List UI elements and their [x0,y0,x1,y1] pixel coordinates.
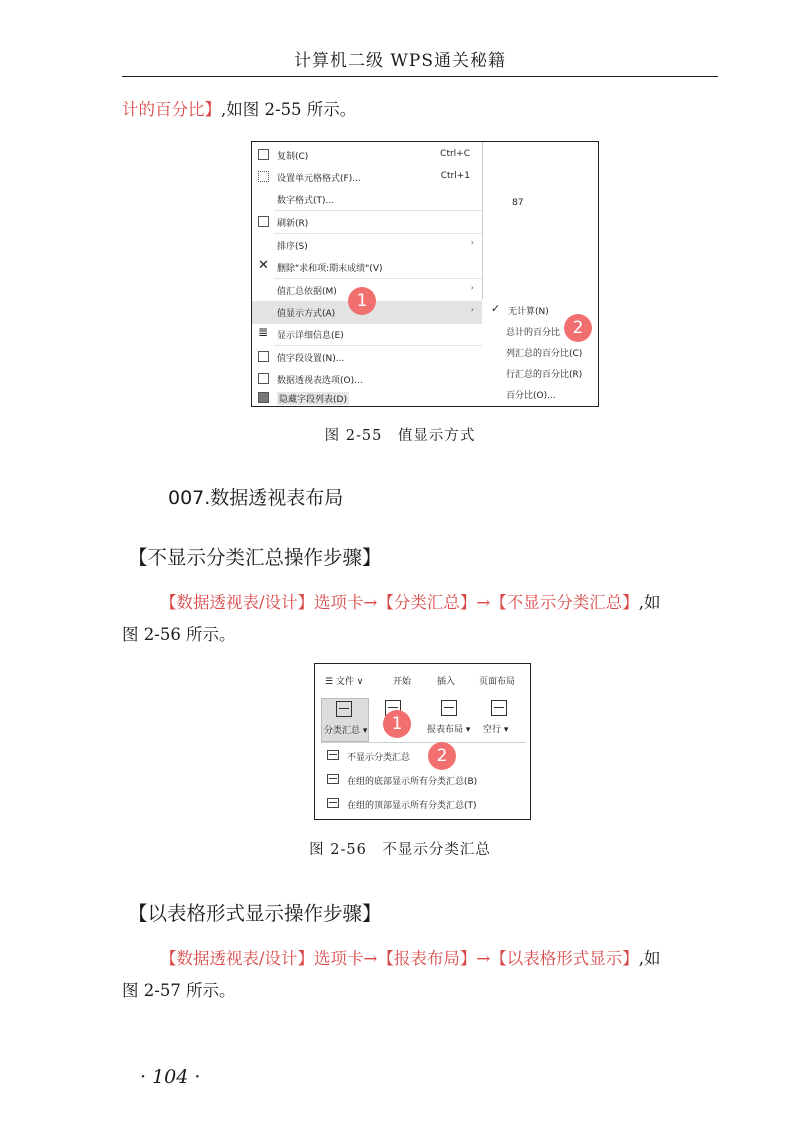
menu-item-hide-field-list[interactable] [252,387,482,407]
submenu-item-percent-of-row[interactable] [482,363,598,384]
submenu-arrow-icon: › [470,283,474,292]
format-cells-icon [258,171,269,182]
subtotal-button-label: 分类汇总 ▾ [324,726,368,736]
submenu-item-label: 百分比(O)... [506,391,556,401]
tab-home[interactable]: 开始 [393,677,412,687]
menu-item-label: 刷新(R) [277,219,309,229]
intro-red-text: 计的百分比】 [122,100,221,119]
submenu-item-label: 无计算(N) [508,307,549,317]
menu-item-format-cells[interactable] [252,166,482,189]
details-list-icon: ≣ [258,325,269,339]
field-settings-icon [258,351,269,362]
dropdown-item-label: 在组的底部显示所有分类汇总(B) [347,777,478,787]
tab-insert[interactable]: 插入 [437,677,456,687]
cell-value: 87 [512,198,524,208]
menu-item-copy[interactable] [252,144,482,167]
dropdown-item-top-subtotals[interactable] [321,793,526,815]
instruction-suffix-2: ,如 [638,949,661,968]
menu-item-number-format[interactable] [252,188,482,211]
menu-item-label: 数据透视表选项(O)... [277,376,363,386]
step-badge-2: 2 [428,742,456,770]
step-badge-2: 2 [564,314,592,342]
menu-item-show-details[interactable] [252,323,482,346]
submenu-item-label: 总计的百分比 [506,328,561,338]
dropdown-item-label: 不显示分类汇总 [347,753,411,763]
header-rule [122,76,718,77]
submenu-item-percent-of[interactable] [482,384,598,405]
menu-item-label: 删除"求和项:期末成绩"(V) [277,264,383,274]
menu-item-label: 值显示方式(A) [277,309,336,319]
instruction-path-1: 【数据透视表/设计】选项卡→【分类汇总】→【不显示分类汇总】 [160,593,639,612]
blank-rows-button[interactable] [477,698,523,740]
submenu-arrow-icon: › [470,305,474,314]
submenu-arrow-icon: › [470,238,474,247]
dropdown-item-label: 在组的顶部显示所有分类汇总(T) [347,801,477,811]
instruction-line-1 [160,590,660,616]
menu-item-label: 复制(C) [277,152,309,162]
instruction-suffix-1: ,如 [638,593,661,612]
report-layout-icon [441,700,457,716]
figure-subtotal-dropdown [314,663,531,820]
subtotal-button[interactable] [321,698,369,742]
intro-paragraph [122,97,356,123]
blank-rows-label: 空行 ▾ [483,725,509,735]
running-header: 计算机二级 WPS通关秘籍 [294,51,506,71]
subsection-heading-2: 【以表格形式显示操作步骤】 [128,902,382,925]
menu-item-refresh[interactable] [252,211,482,234]
step-badge-1: 1 [383,710,411,738]
instruction-line-1b: 图 2-56 所示。 [122,625,236,644]
subtotal-icon [336,701,352,717]
instruction-path-2: 【数据透视表/设计】选项卡→【报表布局】→【以表格形式显示】 [160,949,639,968]
delete-x-icon: ✕ [258,258,269,273]
submenu-item-label: 列汇总的百分比(C) [506,349,583,359]
menu-item-label: 数字格式(T)... [277,196,335,206]
intro-rest-text: ,如图 2-55 所示。 [221,100,357,119]
subsection-heading-1: 【不显示分类汇总操作步骤】 [128,546,382,569]
tab-file[interactable]: ☰ 文件 ∨ [325,677,364,687]
report-layout-label: 报表布局 ▾ [427,725,471,735]
submenu-item-percent-of-column[interactable] [482,342,598,363]
menu-item-field-settings[interactable] [252,346,482,369]
menu-item-label: 隐藏字段列表(D) [277,392,349,405]
context-menu [252,142,483,406]
pivot-options-icon [258,373,269,384]
menu-item-shortcut: Ctrl+C [440,149,470,159]
figure-caption-2-55: 图 2-55 值显示方式 [324,428,476,444]
bottom-subtotals-icon [327,774,339,784]
report-layout-button[interactable] [427,698,473,740]
no-subtotals-icon [327,750,339,760]
dropdown-item-no-subtotals[interactable] [321,745,526,767]
menu-item-sort[interactable] [252,234,482,257]
submenu-item-label: 行汇总的百分比(R) [506,370,583,380]
section-heading: 007.数据透视表布局 [168,487,344,509]
subtotal-dropdown [321,742,526,817]
blank-rows-icon [491,700,507,716]
refresh-icon [258,216,269,227]
step-badge-1: 1 [348,287,376,315]
top-subtotals-icon [327,798,339,808]
menu-item-delete-field[interactable] [252,256,482,279]
copy-icon [258,149,269,160]
menu-item-label: 设置单元格格式(F)... [277,174,361,184]
menu-item-shortcut: Ctrl+1 [440,171,470,181]
page-number: · 104 · [140,1066,201,1088]
figure-caption-2-56: 图 2-56 不显示分类汇总 [309,842,491,858]
menu-item-label: 显示详细信息(E) [277,331,344,341]
menu-item-label: 值字段设置(N)... [277,354,345,364]
checkmark-icon: ✓ [491,302,501,315]
field-list-icon [258,392,269,403]
dropdown-item-bottom-subtotals[interactable] [321,769,526,791]
menu-item-label: 值汇总依据(M) [277,287,337,297]
figure-value-display-menu [251,141,599,407]
tab-page-layout[interactable]: 页面布局 [479,677,516,687]
instruction-line-2 [160,946,660,972]
instruction-line-2b: 图 2-57 所示。 [122,981,236,1000]
menu-item-label: 排序(S) [277,242,308,252]
